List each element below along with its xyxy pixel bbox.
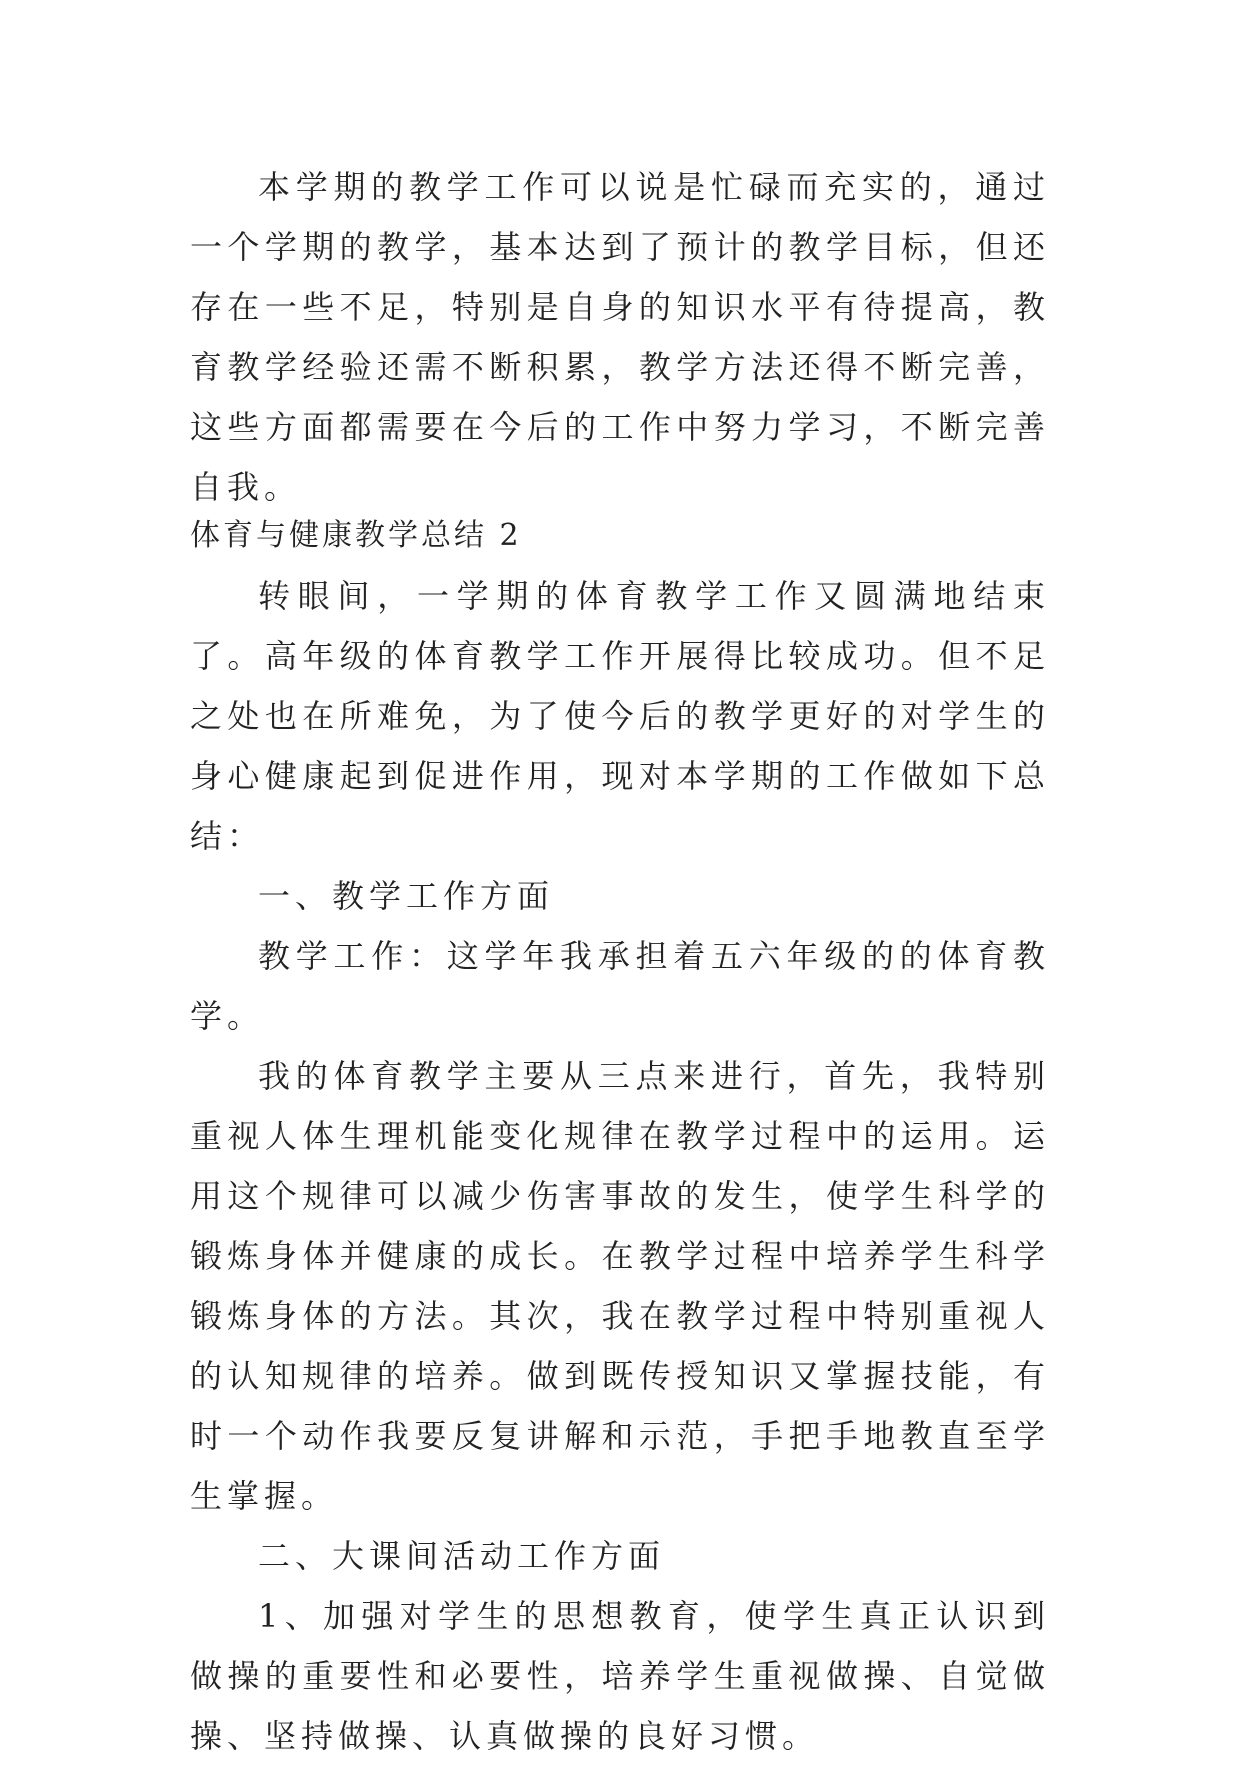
paragraph-opening: 转眼间，一学期的体育教学工作又圆满地结束了。高年级的体育教学工作开展得比较成功。但不足之处也在所难免，为了使今后的教学更好的对学生的身心健康起到促进作用，现对本学期的工作做如下总结： bbox=[190, 577, 1050, 855]
paragraph-teaching-assignment: 教学工作：这学年我承担着五六年级的的体育教学。 bbox=[190, 937, 1050, 1035]
paragraph-teaching-method: 我的体育教学主要从三点来进行，首先，我特别重视人体生理机能变化规律在教学过程中的运用。运用这个规律可以减少伤害事故的发生，使学生科学的锻炼身体并健康的成长。在教学过程中培养学生科学锻炼身体的方法。其次，我在教学过程中特别重视人的认知规律的培养。做到既传授知识又掌握技能，有时一个动作我要反复讲解和示范，手把手地教直至学生掌握。 bbox=[190, 1057, 1050, 1515]
summary-section bbox=[190, 506, 1050, 1766]
intro-paragraph: 本学期的教学工作可以说是忙碌而充实的，通过一个学期的教学，基本达到了预计的教学目标，但还存在一些不足，特别是自身的知识水平有待提高，教育教学经验还需不断积累，教学方法还得不断完善，这些方面都需要在今后的工作中努力学习，不断完善自我。 bbox=[190, 168, 1050, 506]
paragraph-ideology-education: 1、加强对学生的思想教育，使学生真正认识到做操的重要性和必要性，培养学生重视做操、自觉做操、坚持做操、认真做操的良好习惯。 bbox=[190, 1597, 1050, 1755]
section-title: 体育与健康教学总结 2 bbox=[190, 518, 522, 553]
subheading-teaching-work: 一、教学工作方面 bbox=[258, 877, 555, 915]
intro-section bbox=[190, 157, 1050, 517]
subheading-break-activity: 二、大课间活动工作方面 bbox=[258, 1537, 666, 1575]
